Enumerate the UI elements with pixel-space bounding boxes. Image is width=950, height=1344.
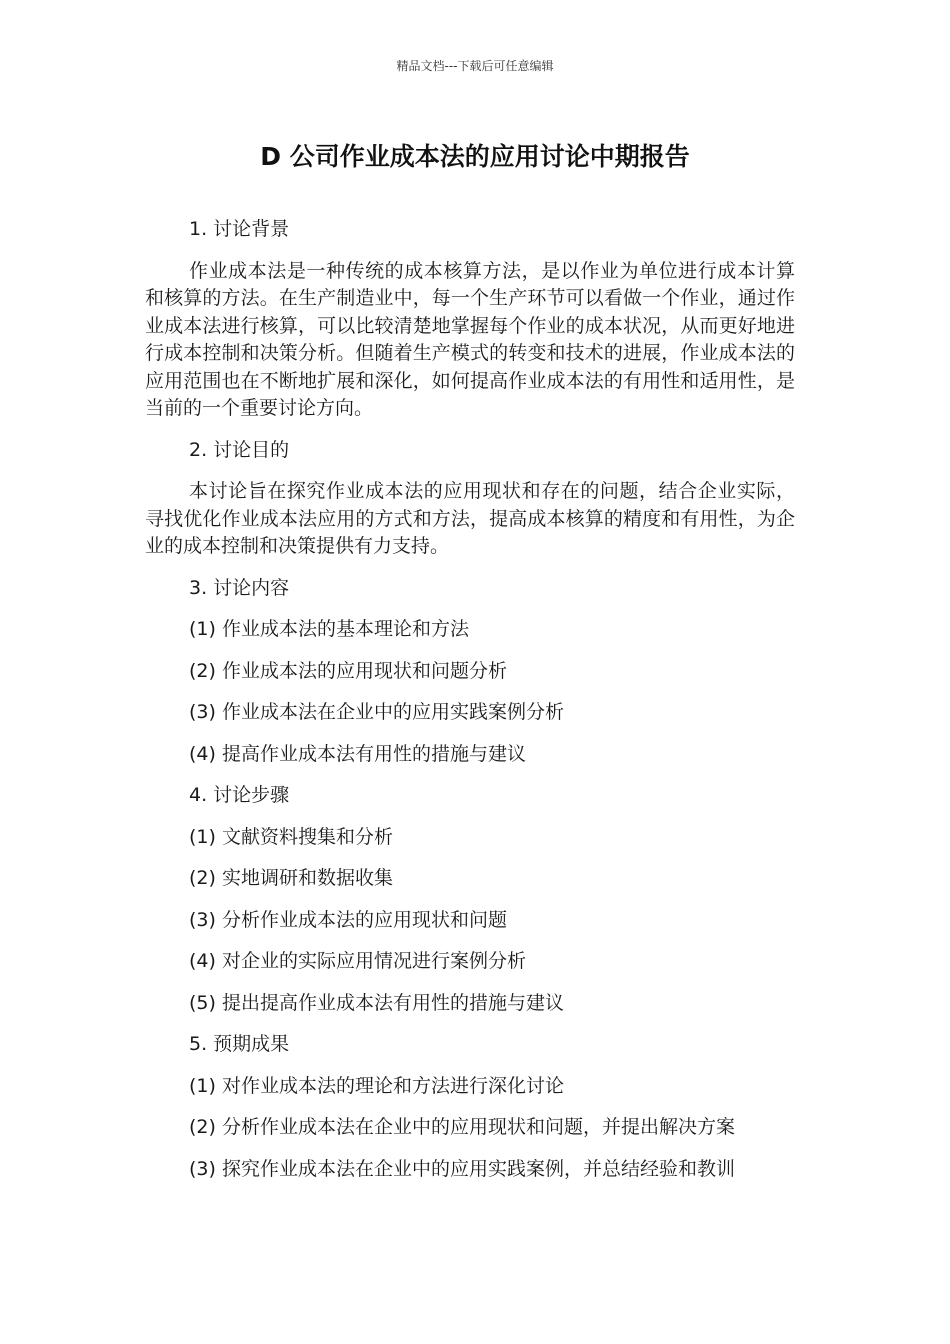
list-item: (2) 实地调研和数据收集 <box>189 867 393 889</box>
list-item: (3) 分析作业成本法的应用现状和问题 <box>189 908 507 931</box>
list-item: (1) 作业成本法的基本理论和方法 <box>189 618 469 640</box>
list-item: (4) 提高作业成本法有用性的措施与建议 <box>189 742 526 765</box>
section-paragraph-purpose: 本讨论旨在探究作业成本法的应用现状和存在的问题，结合企业实际，寻找优化作业成本法应用的方式和方法，提高成本核算的精度和有用性，为企业的成本控制和决策提供有力支持。 <box>145 480 795 557</box>
document-body <box>145 216 795 1197</box>
list-item: (2) 分析作业成本法在企业中的应用现状和问题，并提出解决方案 <box>189 1116 735 1138</box>
section-paragraph-background: 作业成本法是一种传统的成本核算方法，是以作业为单位进行成本计算和核算的方法。在生产制造业中，每一个生产环节可以看做一个作业，通过作业成本法进行核算，可以比较清楚地掌握每个作业的成本状况，从而更好地进行成本控制和决策分析。但随着生产模式的转变和技术的进展，作业成本法的应用范围也在不断地扩展和深化，如何提高作业成本法的有用性和适用性，是当前的一个重要讨论方向。 <box>145 259 795 419</box>
list-item: (3) 作业成本法在企业中的应用实践案例分析 <box>189 701 564 723</box>
list-item: (4) 对企业的实际应用情况进行案例分析 <box>189 950 526 972</box>
list-item: (5) 提出提高作业成本法有用性的措施与建议 <box>189 991 564 1014</box>
list-item: (1) 对作业成本法的理论和方法进行深化讨论 <box>189 1074 564 1097</box>
document-title: D 公司作业成本法的应用讨论中期报告 <box>260 142 690 171</box>
section-heading-background: 1. 讨论背景 <box>189 218 290 240</box>
list-item: (2) 作业成本法的应用现状和问题分析 <box>189 659 507 682</box>
list-item: (3) 探究作业成本法在企业中的应用实践案例，并总结经验和教训 <box>189 1157 735 1180</box>
section-heading-content: 3. 讨论内容 <box>189 576 290 599</box>
page-header-watermark: 精品文档---下载后可任意编辑 <box>396 59 554 73</box>
list-item: (1) 文献资料搜集和分析 <box>189 825 393 848</box>
section-heading-purpose: 2. 讨论目的 <box>189 438 290 461</box>
section-heading-steps: 4. 讨论步骤 <box>189 784 290 806</box>
section-heading-results: 5. 预期成果 <box>189 1033 290 1055</box>
